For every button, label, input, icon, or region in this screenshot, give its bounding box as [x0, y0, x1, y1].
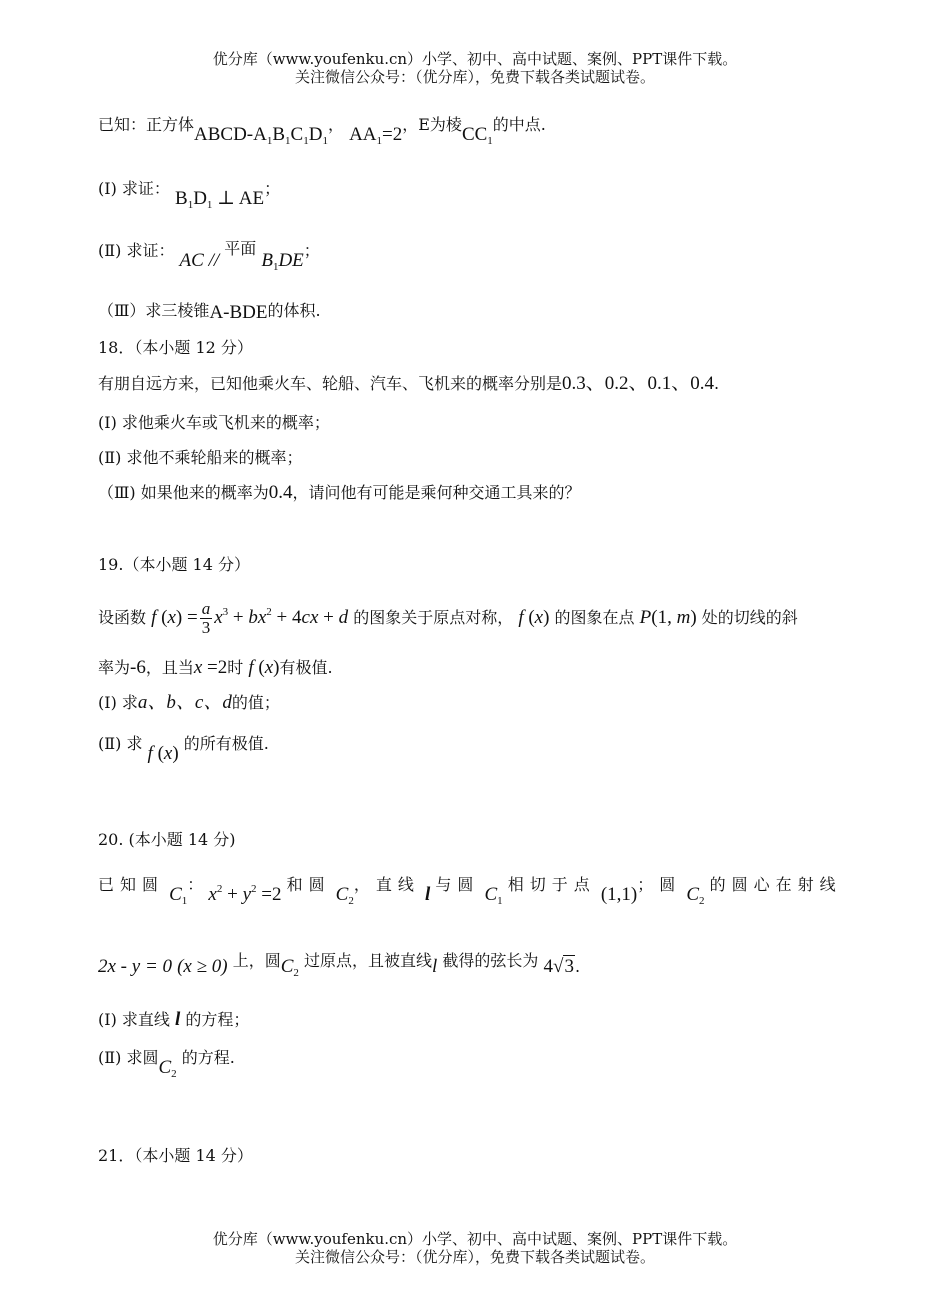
q20-title: 20. (本小题 14 分) [98, 830, 236, 849]
q19-p1-b: 的值； [231, 693, 280, 712]
q19-slope: -6 [130, 657, 146, 678]
q20-p2-a: (Ⅱ) 求圆 [98, 1048, 159, 1067]
page-footer [0, 1230, 950, 1266]
q19-p1-a: (Ⅰ) 求 [98, 693, 138, 712]
q19-p2-b: 的所有极值. [183, 734, 269, 753]
q17-p3-solid: A-BDE [209, 302, 268, 323]
q20-stem-line-2 [98, 951, 581, 984]
q20-c2-c: $C_2$ [280, 956, 299, 979]
q17-cube-name: ABCD-$A_1B_1C_1D_1$ [194, 124, 328, 147]
q17-p2-label: (Ⅱ) 求证： [98, 241, 175, 260]
q19-stem-b: 的图象关于原点对称， [353, 607, 514, 627]
q20-line-l-a: l [424, 884, 431, 905]
q17-p1-tail: ； [264, 179, 281, 198]
q20-l2-b: 过原点，且被直线 [304, 951, 433, 970]
q20-c1: $C_1$ [169, 884, 188, 907]
q18-part-2: (Ⅱ) 求他不乘轮船来的概率； [98, 448, 303, 467]
q19-point: P(1, m) [639, 606, 697, 628]
q17-part-1 [98, 178, 281, 211]
q17-intro-text-d: 的中点. [492, 115, 546, 134]
q20-l2-d: . [574, 957, 581, 976]
q19-stem [98, 600, 798, 637]
q20-l2-c: 截得的弦长为 [442, 951, 539, 970]
q20-l1-a: 已知圆 [98, 875, 165, 894]
q17-aa1: $AA_1=2$ [349, 124, 403, 147]
footer-line-1: 优分库（www.youfenku.cn）小学、初中、高中试题、案例、PPT课件下载。 [212, 1230, 738, 1248]
q18-part-3 [98, 482, 581, 504]
q19-line2-d: 有极值. [279, 658, 333, 677]
q19-stem-d: 处的切线的斜 [701, 607, 798, 627]
q20-c1-b: $C_1$ [484, 884, 503, 907]
q20-p1-a: (Ⅰ) 求直线 [98, 1010, 170, 1029]
q18-title: 18．（本小题 12 分） [98, 338, 253, 357]
q17-p1-statement: $B_1D_1$ ⊥ AE [175, 188, 265, 211]
q20-point: (1,1) [600, 884, 638, 905]
q17-p2-plane: $B_1DE$ [261, 250, 304, 273]
q20-c2-b: $C_2$ [686, 884, 705, 907]
header-line-2: 关注微信公众号：（优分库），免费下载各类试题试卷。 [294, 68, 655, 86]
q19-line2-c: 时 [227, 658, 244, 677]
q19-function: f (x) = $\frac{a}{3}$ $x^3 + bx^2 + 4cx + d$ [151, 599, 349, 637]
q19-p1-vars: a、b、c、d [137, 692, 232, 713]
q17-intro [98, 114, 546, 147]
q19-line2-a: 率为 [98, 658, 131, 677]
q19-part-1 [98, 692, 280, 714]
q17-part-3 [98, 300, 321, 322]
q17-part-2 [98, 239, 320, 273]
q17-intro-text-c: ，E为棱 [402, 115, 462, 134]
q19-fx-3: f (x) [147, 743, 179, 764]
q20-stem-line-1 [98, 868, 854, 907]
q20-circle1-eq: $x^2 + y^2 =2$ [208, 883, 282, 905]
q18-stem-end: . [714, 374, 720, 393]
q20-l1-f: 相切于点 [507, 875, 596, 894]
q20-p2-b: 的方程. [181, 1048, 235, 1067]
q17-p3-tail: 的体积. [267, 301, 321, 320]
q19-stem-line-2 [98, 657, 333, 679]
q20-l1-e: 与圆 [435, 875, 480, 894]
q17-p3-label: （Ⅲ）求三棱锥 [98, 301, 210, 320]
footer-line-2: 关注微信公众号：（优分库），免费下载各类试题试卷。 [294, 1248, 655, 1266]
q20-chord-length: 4√3 [543, 956, 574, 977]
q19-x-eq-2: x =2 [193, 657, 228, 678]
q20-l1-d: ，直线 [353, 875, 420, 894]
q19-stem-c: 的图象在点 [554, 607, 635, 627]
q19-line2-b: ，且当 [145, 658, 194, 677]
page-header [0, 50, 950, 86]
q20-l1-g: ；圆 [637, 875, 682, 894]
q17-intro-text-a: 已知：正方体 [98, 115, 195, 134]
q19-stem-a: 设函数 [98, 607, 147, 627]
q19-part-2 [98, 733, 269, 764]
q21-title: 21．（本小题 14 分） [98, 1146, 253, 1165]
q19-title: 19.（本小题 14 分） [98, 555, 250, 574]
q17-p1-label: (Ⅰ) 求证： [98, 179, 170, 198]
q17-intro-text-b: ， [327, 115, 344, 134]
q20-c2-a: $C_2$ [335, 884, 354, 907]
q20-line-l-b: l [432, 956, 438, 977]
q18-probs: 0.3、0.2、0.1、0.4 [562, 373, 715, 394]
q20-ray-condition: (x ≥ 0) [177, 956, 228, 977]
q17-p2-plane-word: 平面 [224, 239, 257, 258]
q18-p3-text-a: （Ⅲ) 如果他来的概率为 [98, 483, 269, 502]
q18-p3-text-b: ，请问他有可能是乘何种交通工具来的？ [292, 483, 581, 502]
q17-edge: $CC_1$ [461, 124, 493, 147]
q18-stem-text: 有朋自远方来，已知他乘火车、轮船、汽车、飞机来的概率分别是 [98, 374, 563, 393]
q20-line-l-c: l [175, 1009, 181, 1030]
header-line-1: 优分库（www.youfenku.cn）小学、初中、高中试题、案例、PPT课件下载。 [212, 50, 738, 68]
q18-stem [98, 373, 719, 395]
q19-fx-2: f (x) [248, 657, 280, 678]
q20-l1-h: 的圆心在射线 [709, 875, 842, 894]
q17-p2-ac: AC // [179, 250, 220, 271]
q17-p2-tail: ； [303, 241, 320, 260]
q20-l2-a: 上，圆 [232, 951, 281, 970]
q20-l1-c: 和圆 [286, 875, 331, 894]
q20-c2-d: $C_2$ [158, 1057, 177, 1080]
q20-l1-b: ： [187, 875, 204, 894]
q18-p3-value: 0.4 [268, 482, 293, 503]
q18-part-1: (Ⅰ) 求他乘火车或飞机来的概率； [98, 413, 330, 432]
q19-p2-a: (Ⅱ) 求 [98, 734, 143, 753]
q20-part-2 [98, 1047, 235, 1080]
q20-ray: 2x - y = 0 [98, 956, 173, 977]
q20-p1-b: 的方程； [185, 1010, 250, 1029]
q20-part-1 [98, 1009, 249, 1031]
q19-fx-1: f (x) [518, 606, 550, 628]
